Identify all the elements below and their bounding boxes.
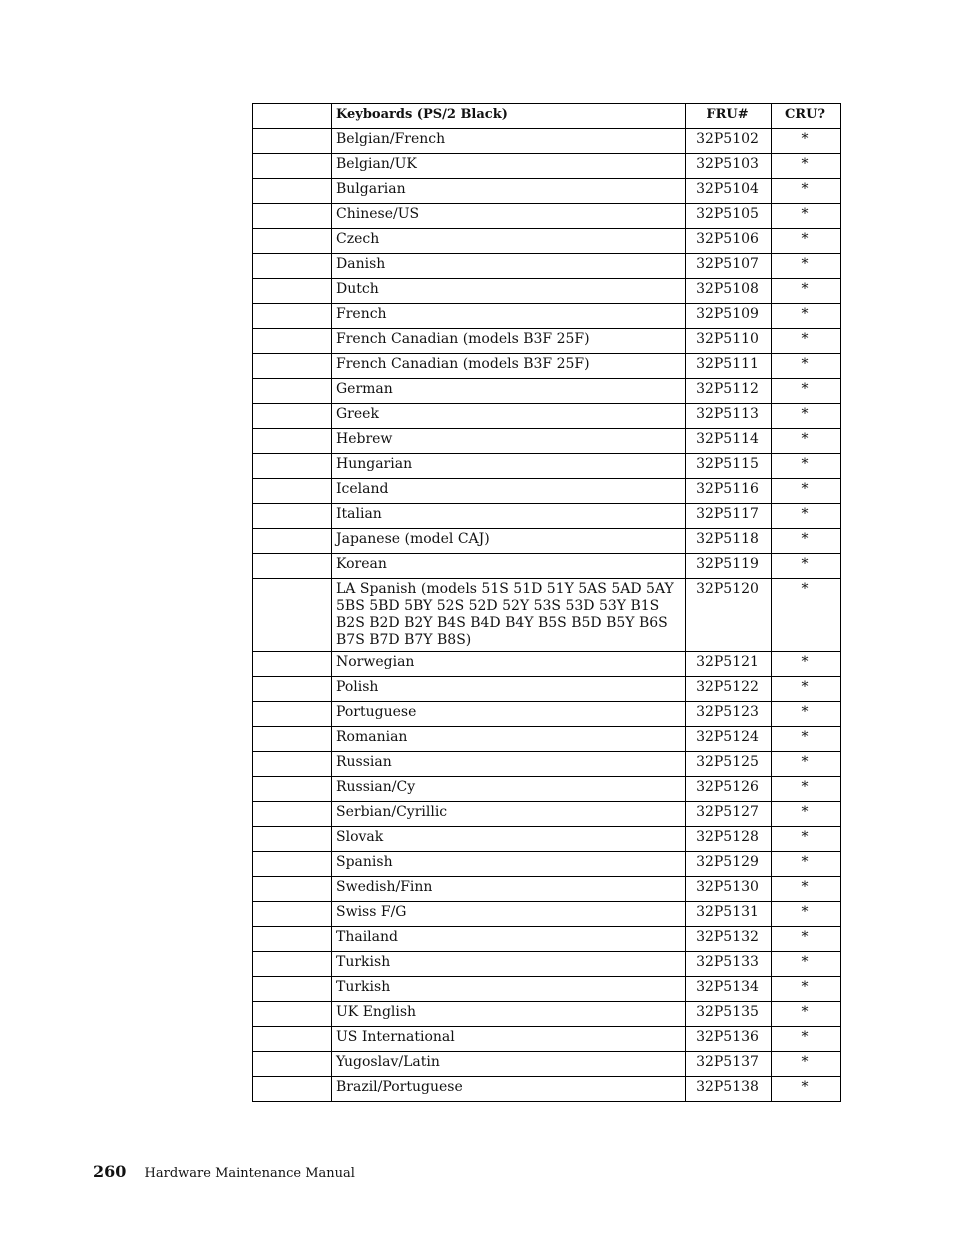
table-row — [253, 229, 841, 254]
keyboard-name-cell: Russian — [332, 752, 686, 777]
table-row — [253, 304, 841, 329]
row-blank-cell — [253, 877, 332, 902]
row-blank-cell — [253, 902, 332, 927]
table-row — [253, 554, 841, 579]
header-cru: CRU? — [772, 104, 841, 129]
table-row — [253, 952, 841, 977]
row-blank-cell — [253, 1002, 332, 1027]
row-blank-cell — [253, 154, 332, 179]
row-blank-cell — [253, 702, 332, 727]
row-blank-cell — [253, 927, 332, 952]
fru-cell: 32P5134 — [686, 977, 772, 1002]
row-blank-cell — [253, 977, 332, 1002]
row-blank-cell — [253, 204, 332, 229]
keyboard-name-cell: Norwegian — [332, 652, 686, 677]
row-blank-cell — [253, 727, 332, 752]
keyboard-name-cell: Slovak — [332, 827, 686, 852]
row-blank-cell — [253, 827, 332, 852]
table-row — [253, 902, 841, 927]
cru-cell: * — [772, 877, 841, 902]
table-row — [253, 204, 841, 229]
keyboard-name-cell: Belgian/UK — [332, 154, 686, 179]
fru-cell: 32P5112 — [686, 379, 772, 404]
cru-cell: * — [772, 254, 841, 279]
cru-cell: * — [772, 752, 841, 777]
cru-cell: * — [772, 902, 841, 927]
row-blank-cell — [253, 952, 332, 977]
keyboard-name-cell: Danish — [332, 254, 686, 279]
table-row — [253, 154, 841, 179]
fru-cell: 32P5104 — [686, 179, 772, 204]
cru-cell: * — [772, 479, 841, 504]
row-blank-cell — [253, 304, 332, 329]
keyboard-name-cell: Polish — [332, 677, 686, 702]
table-row — [253, 379, 841, 404]
row-blank-cell — [253, 354, 332, 379]
fru-cell: 32P5120 — [686, 579, 772, 652]
row-blank-cell — [253, 129, 332, 154]
row-blank-cell — [253, 1077, 332, 1102]
keyboard-name-cell: Czech — [332, 229, 686, 254]
table-row — [253, 504, 841, 529]
row-blank-cell — [253, 652, 332, 677]
cru-cell: * — [772, 529, 841, 554]
table-row — [253, 677, 841, 702]
keyboard-name-cell: Hebrew — [332, 429, 686, 454]
row-blank-cell — [253, 429, 332, 454]
fru-cell: 32P5119 — [686, 554, 772, 579]
keyboard-name-cell: German — [332, 379, 686, 404]
cru-cell: * — [772, 379, 841, 404]
row-blank-cell — [253, 529, 332, 554]
cru-cell: * — [772, 927, 841, 952]
row-blank-cell — [253, 454, 332, 479]
cru-cell: * — [772, 1027, 841, 1052]
row-blank-cell — [253, 852, 332, 877]
row-blank-cell — [253, 504, 332, 529]
cru-cell: * — [772, 354, 841, 379]
table-row — [253, 429, 841, 454]
keyboard-name-cell: Swiss F/G — [332, 902, 686, 927]
keyboard-name-cell: Japanese (model CAJ) — [332, 529, 686, 554]
footer-title: Hardware Maintenance Manual — [144, 1166, 355, 1181]
fru-cell: 32P5128 — [686, 827, 772, 852]
fru-cell: 32P5125 — [686, 752, 772, 777]
keyboard-name-cell: Belgian/French — [332, 129, 686, 154]
row-blank-cell — [253, 554, 332, 579]
fru-cell: 32P5107 — [686, 254, 772, 279]
row-blank-cell — [253, 579, 332, 652]
cru-cell: * — [772, 504, 841, 529]
cru-cell: * — [772, 1002, 841, 1027]
fru-cell: 32P5102 — [686, 129, 772, 154]
cru-cell: * — [772, 554, 841, 579]
fru-cell: 32P5103 — [686, 154, 772, 179]
page-footer — [93, 1162, 355, 1181]
keyboard-name-cell: Thailand — [332, 927, 686, 952]
keyboard-name-cell: LA Spanish (models 51S 51D 51Y 5AS 5AD 5AY 5BS 5BD 5BY 52S 52D 52Y 53S 53D 53Y B1S B2S B2D B2Y B4S B4D B4Y B5S B5D B5Y B6S B7S B7D B7Y B8S) — [332, 579, 686, 652]
keyboard-name-cell: Brazil/Portuguese — [332, 1077, 686, 1102]
fru-cell: 32P5130 — [686, 877, 772, 902]
table-row — [253, 179, 841, 204]
table-row — [253, 1027, 841, 1052]
row-blank-cell — [253, 404, 332, 429]
fru-cell: 32P5129 — [686, 852, 772, 877]
fru-cell: 32P5124 — [686, 727, 772, 752]
fru-cell: 32P5116 — [686, 479, 772, 504]
header-keyboards: Keyboards (PS/2 Black) — [332, 104, 686, 129]
keyboard-name-cell: US International — [332, 1027, 686, 1052]
fru-cell: 32P5113 — [686, 404, 772, 429]
cru-cell: * — [772, 702, 841, 727]
keyboard-name-cell: UK English — [332, 1002, 686, 1027]
table-row — [253, 454, 841, 479]
table-row — [253, 329, 841, 354]
cru-cell: * — [772, 852, 841, 877]
fru-cell: 32P5109 — [686, 304, 772, 329]
table-row — [253, 129, 841, 154]
keyboard-name-cell: Russian/Cy — [332, 777, 686, 802]
keyboard-name-cell: Romanian — [332, 727, 686, 752]
keyboard-name-cell: Turkish — [332, 952, 686, 977]
table-row — [253, 977, 841, 1002]
cru-cell: * — [772, 1052, 841, 1077]
row-blank-cell — [253, 229, 332, 254]
keyboard-name-cell: Italian — [332, 504, 686, 529]
cru-cell: * — [772, 404, 841, 429]
keyboard-name-cell: Iceland — [332, 479, 686, 504]
cru-cell: * — [772, 304, 841, 329]
table-row — [253, 727, 841, 752]
keyboard-name-cell: Bulgarian — [332, 179, 686, 204]
table-header-row — [253, 104, 841, 129]
table-row — [253, 827, 841, 852]
keyboard-name-cell: Dutch — [332, 279, 686, 304]
keyboard-name-cell: Turkish — [332, 977, 686, 1002]
row-blank-cell — [253, 179, 332, 204]
row-blank-cell — [253, 1052, 332, 1077]
cru-cell: * — [772, 129, 841, 154]
table-row — [253, 1052, 841, 1077]
table-row — [253, 652, 841, 677]
cru-cell: * — [772, 777, 841, 802]
row-blank-cell — [253, 479, 332, 504]
fru-cell: 32P5127 — [686, 802, 772, 827]
fru-cell: 32P5133 — [686, 952, 772, 977]
cru-cell: * — [772, 204, 841, 229]
table-row — [253, 354, 841, 379]
cru-cell: * — [772, 827, 841, 852]
fru-cell: 32P5122 — [686, 677, 772, 702]
keyboard-name-cell: Hungarian — [332, 454, 686, 479]
cru-cell: * — [772, 429, 841, 454]
fru-cell: 32P5136 — [686, 1027, 772, 1052]
keyboard-name-cell: Swedish/Finn — [332, 877, 686, 902]
fru-cell: 32P5131 — [686, 902, 772, 927]
cru-cell: * — [772, 329, 841, 354]
table-row — [253, 579, 841, 652]
cru-cell: * — [772, 652, 841, 677]
keyboard-name-cell: Greek — [332, 404, 686, 429]
fru-cell: 32P5114 — [686, 429, 772, 454]
cru-cell: * — [772, 977, 841, 1002]
table-row — [253, 279, 841, 304]
header-fru: FRU# — [686, 104, 772, 129]
table-row — [253, 479, 841, 504]
cru-cell: * — [772, 952, 841, 977]
row-blank-cell — [253, 677, 332, 702]
fru-cell: 32P5121 — [686, 652, 772, 677]
table-row — [253, 1077, 841, 1102]
table-row — [253, 877, 841, 902]
table-row — [253, 852, 841, 877]
fru-cell: 32P5123 — [686, 702, 772, 727]
fru-cell: 32P5111 — [686, 354, 772, 379]
keyboard-name-cell: Chinese/US — [332, 204, 686, 229]
cru-cell: * — [772, 279, 841, 304]
row-blank-cell — [253, 802, 332, 827]
keyboard-name-cell: Serbian/Cyrillic — [332, 802, 686, 827]
cru-cell: * — [772, 154, 841, 179]
table-row — [253, 404, 841, 429]
keyboard-name-cell: Portuguese — [332, 702, 686, 727]
fru-cell: 32P5110 — [686, 329, 772, 354]
row-blank-cell — [253, 752, 332, 777]
cru-cell: * — [772, 677, 841, 702]
fru-cell: 32P5132 — [686, 927, 772, 952]
row-blank-cell — [253, 254, 332, 279]
cru-cell: * — [772, 229, 841, 254]
row-blank-cell — [253, 777, 332, 802]
keyboard-name-cell: Yugoslav/Latin — [332, 1052, 686, 1077]
table-row — [253, 927, 841, 952]
fru-cell: 32P5126 — [686, 777, 772, 802]
row-blank-cell — [253, 379, 332, 404]
table-row — [253, 1002, 841, 1027]
keyboard-name-cell: Spanish — [332, 852, 686, 877]
row-blank-cell — [253, 279, 332, 304]
row-blank-cell — [253, 1027, 332, 1052]
cru-cell: * — [772, 802, 841, 827]
fru-cell: 32P5118 — [686, 529, 772, 554]
parts-table — [252, 103, 841, 1102]
fru-cell: 32P5115 — [686, 454, 772, 479]
page-number: 260 — [93, 1162, 127, 1181]
fru-cell: 32P5117 — [686, 504, 772, 529]
keyboard-name-cell: Korean — [332, 554, 686, 579]
fru-cell: 32P5105 — [686, 204, 772, 229]
fru-cell: 32P5138 — [686, 1077, 772, 1102]
header-blank — [253, 104, 332, 129]
table-row — [253, 777, 841, 802]
keyboard-name-cell: French Canadian (models B3F 25F) — [332, 354, 686, 379]
table-row — [253, 752, 841, 777]
table-row — [253, 802, 841, 827]
cru-cell: * — [772, 727, 841, 752]
row-blank-cell — [253, 329, 332, 354]
table-row — [253, 529, 841, 554]
cru-cell: * — [772, 454, 841, 479]
keyboard-name-cell: French — [332, 304, 686, 329]
fru-cell: 32P5108 — [686, 279, 772, 304]
fru-cell: 32P5137 — [686, 1052, 772, 1077]
cru-cell: * — [772, 179, 841, 204]
fru-cell: 32P5135 — [686, 1002, 772, 1027]
fru-cell: 32P5106 — [686, 229, 772, 254]
cru-cell: * — [772, 1077, 841, 1102]
table-row — [253, 254, 841, 279]
cru-cell: * — [772, 579, 841, 652]
table-row — [253, 702, 841, 727]
keyboard-name-cell: French Canadian (models B3F 25F) — [332, 329, 686, 354]
